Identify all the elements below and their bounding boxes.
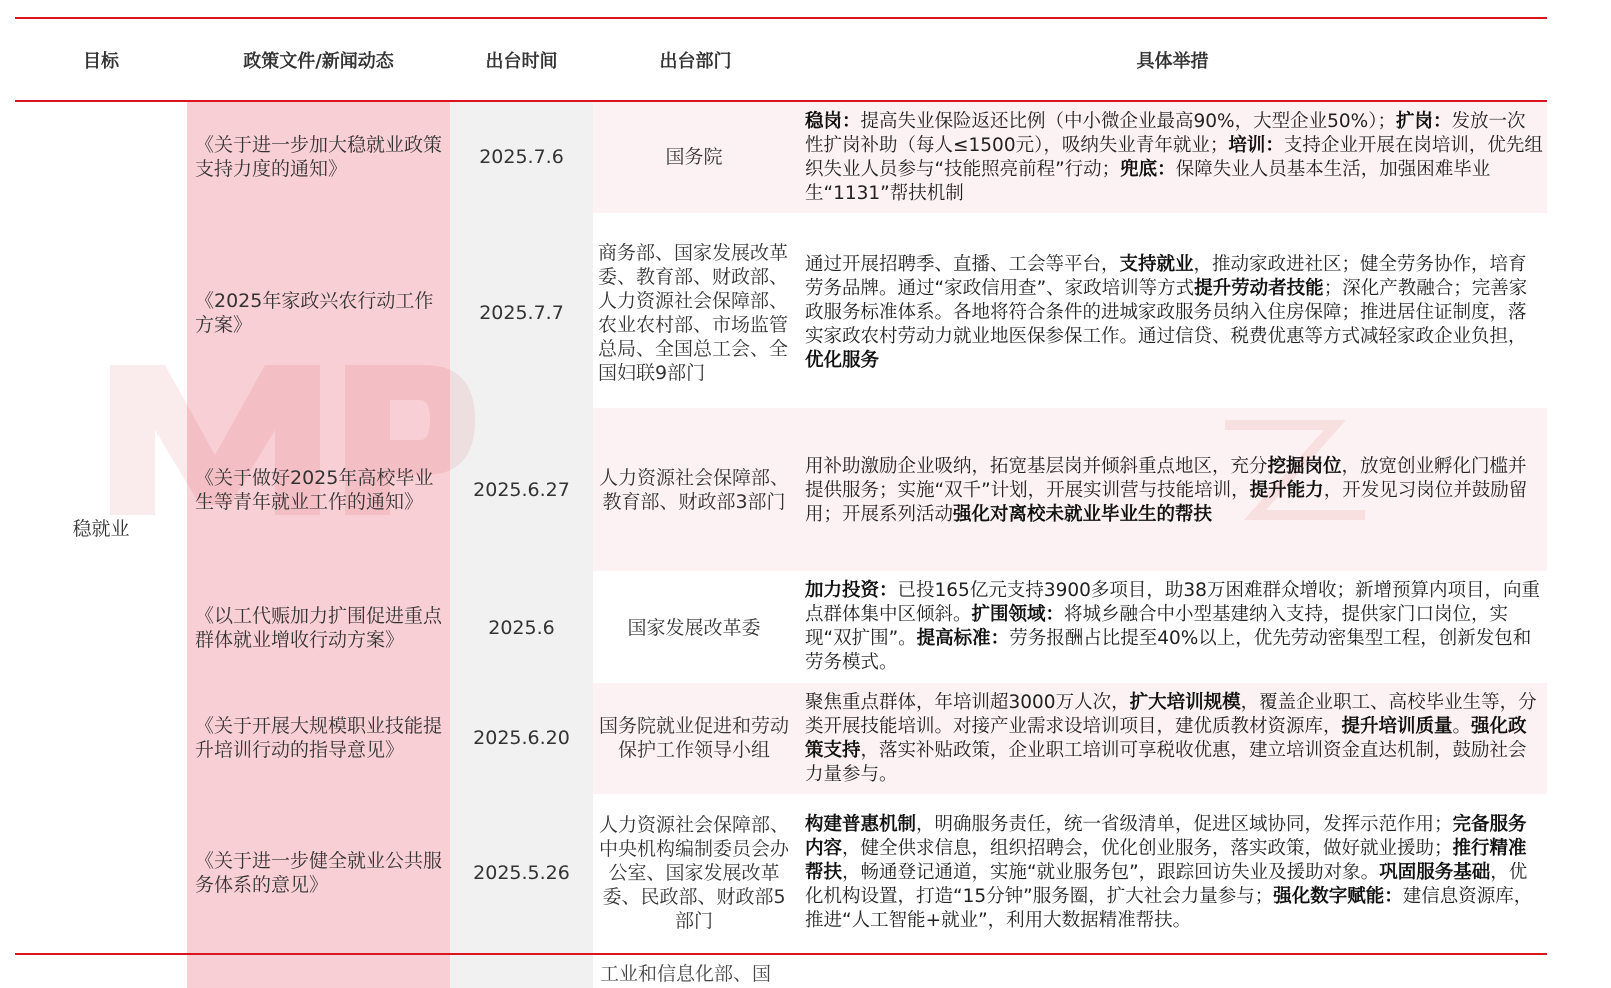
measure-keyword: 支持就业	[1119, 253, 1194, 275]
measure-text: ，覆盖企业职工、高校毕业生等，分类开展技能培训。对接产业需求设培训项目，建优质教材资源库，	[805, 691, 1537, 737]
measure-text: ，明确服务责任，统一省级清单，促进区域协同，发挥示范作用；	[916, 814, 1453, 835]
measure-keyword: 提升能力	[1249, 479, 1324, 501]
measure-keyword: 强化对离校未就业毕业生的帮扶	[953, 503, 1213, 525]
header-dept: 出台部门	[659, 50, 732, 72]
row1-date: 2025.7.6	[479, 146, 564, 168]
next-row-dept-text: 工业和信息化部、国	[600, 963, 772, 985]
measure-text: ，落实补贴政策，企业职工培训可享税收优惠，建立培训资金直达机制，鼓励社会力量参与。	[805, 739, 1527, 785]
measure-text: 提高失业保险返还比例（中小微企业最高90%，大型企业50%）；	[860, 110, 1397, 132]
row6-dept: 人力资源社会保障部、中央机构编制委员会办公室、国家发展改革委、民政部、财政部5部门	[598, 813, 789, 932]
measure-keyword: 挖掘岗位	[1267, 455, 1342, 477]
measure-text: ，畅通登记通道，实施“就业服务包”，跟踪回访失业及援助对象。	[842, 862, 1380, 883]
measure-text: ，优化机构设置，打造“15分钟”服务圈，扩大社会力量参与；	[805, 862, 1528, 907]
measure-text: 聚焦重点群体，年培训超3000万人次，	[805, 691, 1130, 713]
measure-text: 劳务报酬占比提至40%以上，优先劳动密集型工程，创新发包和劳务模式。	[805, 628, 1532, 673]
measure-keyword: 巩固服务基础	[1379, 862, 1491, 883]
row3-policy: 《关于做好2025年高校毕业生等青年就业工作的通知》	[195, 467, 434, 513]
row5-date: 2025.6.20	[473, 727, 570, 749]
measures-text	[805, 691, 1543, 787]
header-measures: 具体举措	[1136, 50, 1209, 72]
row2-measures	[805, 240, 1543, 385]
row6-date: 2025.5.26	[473, 861, 570, 884]
row1-policy: 《关于进一步加大稳就业政策支持力度的通知》	[195, 134, 443, 180]
row2-dept: 商务部、国家发展改革委、教育部、财政部、人力资源社会保障部、农业农村部、市场监管总局、全国总工会、全国妇联9部门	[598, 241, 789, 384]
row1-dept: 国务院	[665, 146, 723, 168]
measure-keyword: 扩大培训规模	[1129, 691, 1241, 713]
measure-keyword: 强化政策支持	[805, 715, 1527, 761]
header-goal: 目标	[83, 50, 119, 72]
measure-text: 支持企业开展在岗培训，优先组织失业人员参与“技能照亮前程”行动；	[805, 134, 1543, 180]
row5-dept: 国务院就业促进和劳动保护工作领导小组	[598, 715, 789, 761]
measures-text	[805, 110, 1543, 206]
measure-keyword: 提升培训质量	[1341, 715, 1453, 737]
goal-cell: 稳就业	[72, 518, 130, 540]
measure-text: ，健全供求信息，组织招聘会，优化创业服务，落实政策，做好就业援助；	[842, 838, 1453, 859]
measure-text: ，放宽创业孵化门槛并提供服务；实施“双千”计划，开展实训营与技能培训，	[805, 455, 1527, 501]
measure-text: ，开发见习岗位并鼓励留用；开展系列活动	[805, 479, 1528, 525]
measure-keyword: 加力投资：	[805, 580, 898, 601]
measure-text: 保障失业人员基本生活，加强困难毕业生“1131”帮扶机制	[805, 158, 1491, 204]
measure-keyword: 强化数字赋能：	[1273, 886, 1403, 907]
measure-keyword: 扩岗：	[1396, 110, 1452, 132]
measure-text: 已投165亿元支持3900多项目，助38万困难群众增收；新增预算内项目，向重点群体集中区倾斜。	[805, 580, 1540, 625]
measure-keyword: 推行精准帮扶	[805, 838, 1527, 883]
row3-date: 2025.6.27	[473, 479, 570, 501]
row3-measures	[805, 448, 1543, 533]
measure-keyword: 培训：	[1228, 134, 1284, 156]
row5-measures	[805, 686, 1543, 791]
measure-text: ，推动家政进社区；健全劳务协作，培育劳务品牌。通过“家政信用查”、家政培训等方式	[805, 253, 1527, 299]
row4-measures	[805, 572, 1543, 682]
measure-text: 建信息资源库，推进“人工智能+就业”，利用大数据精准帮扶。	[805, 886, 1533, 931]
row2-policy: 《2025年家政兴农行动工作方案》	[195, 289, 434, 336]
row1-measures	[805, 105, 1543, 210]
measure-keyword: 扩围领域：	[971, 604, 1065, 625]
measure-keyword: 优化服务	[805, 349, 880, 371]
row6-measures	[805, 798, 1543, 948]
measure-keyword: 提升劳动者技能	[1194, 277, 1324, 299]
measures-text	[805, 813, 1543, 933]
row4-date: 2025.6	[488, 617, 555, 639]
measure-text: 将城乡融合中小型基建纳入支持，提供家门口岗位，实现“双扩围”。	[805, 604, 1509, 649]
measure-text: 。	[1452, 715, 1472, 737]
row3-dept: 人力资源社会保障部、教育部、财政部3部门	[598, 467, 789, 513]
measures-text	[805, 579, 1543, 675]
header-policy: 政策文件/新闻动态	[243, 50, 394, 72]
measure-keyword: 稳岗：	[805, 110, 861, 132]
row4-policy: 《以工代赈加力扩围促进重点群体就业增收行动方案》	[195, 605, 443, 651]
measure-keyword: 兜底：	[1120, 158, 1176, 180]
header-date: 出台时间	[485, 50, 558, 72]
measure-text: ；深化产教融合；完善家政服务标准体系。各地将符合条件的进城家政服务员纳入住房保障；推进居住证制度，落实家政农村劳动力就业地医保参保工作。通过信贷、税费优惠等方式减轻家政企业负担，	[805, 277, 1528, 347]
measure-text: 发放一次性扩岗补助（每人≤1500元），吸纳失业青年就业；	[805, 110, 1526, 156]
measures-text	[805, 455, 1543, 527]
next-row-dept-partial	[600, 955, 800, 988]
measure-keyword: 提高标准：	[916, 628, 1010, 649]
row4-dept: 国家发展改革委	[627, 617, 761, 639]
row5-policy: 《关于开展大规模职业技能提升培训行动的指导意见》	[195, 715, 443, 761]
measure-text: 用补助激励企业吸纳，拓宽基层岗并倾斜重点地区，充分	[805, 455, 1268, 477]
row2-date: 2025.7.7	[479, 301, 564, 324]
measure-text: 通过开展招聘季、直播、工会等平台，	[805, 253, 1120, 275]
measure-keyword: 完备服务内容	[805, 814, 1527, 859]
row6-policy: 《关于进一步健全就业公共服务体系的意见》	[195, 849, 443, 896]
measures-text	[805, 253, 1543, 373]
measure-keyword: 构建普惠机制	[805, 814, 917, 835]
